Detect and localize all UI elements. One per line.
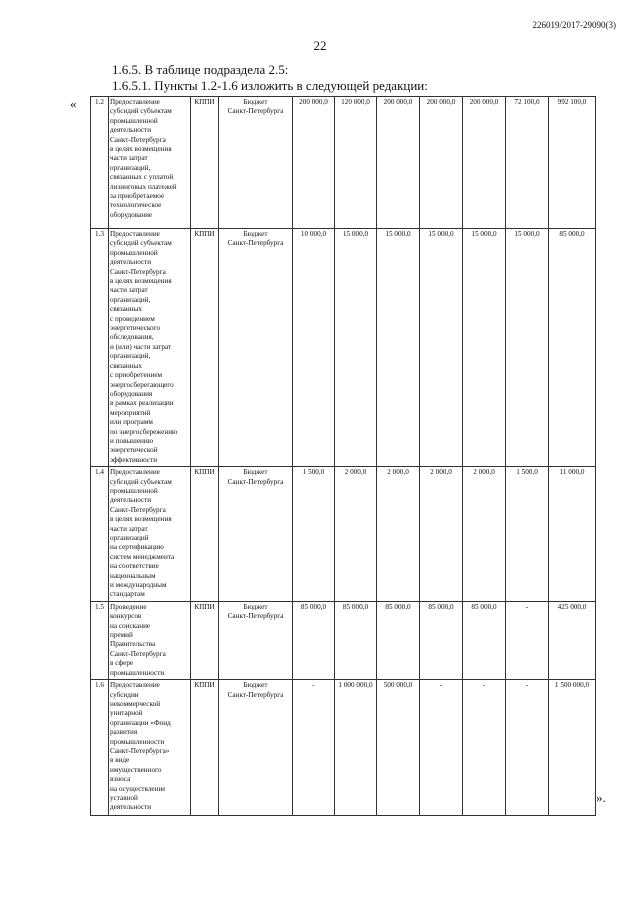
page-number: 22 — [313, 38, 327, 53]
year-value: - — [506, 680, 549, 816]
table-row — [91, 680, 596, 816]
year-value: 1 000 000,0 — [335, 680, 377, 816]
item-description: Проведение конкурсов на соискание премий Правительства Санкт-Петербурга в сфере промышленности — [109, 601, 191, 679]
year-value: 1 500,0 — [506, 467, 549, 602]
document-number: 226019/2017-29090(3) — [532, 20, 616, 30]
funding-source: Бюджет Санкт-Петербурга — [219, 680, 293, 816]
item-description: Предоставление субсидий субъектам промышленной деятельности Санкт-Петербурга в целях возмещения части затрат организаций на сертификацию систем менеджмента на соответствие национальным и международным стандартам — [109, 467, 191, 602]
executor-code: КППИ — [191, 467, 219, 602]
item-number: 1.4 — [91, 467, 109, 602]
year-value: 15 000,0 — [463, 229, 506, 467]
year-value: 15 000,0 — [420, 229, 463, 467]
year-value: 72 100,0 — [506, 97, 549, 229]
year-value: 200 000,0 — [463, 97, 506, 229]
year-value: 15 000,0 — [377, 229, 420, 467]
item-description: Предоставление субсидии некоммерческой унитарной организации «Фонд развития промышленности Санкт-Петербурга» в виде имущественного взноса на осуществление уставной деятельности — [109, 680, 191, 816]
year-value: 85 000,0 — [377, 601, 420, 679]
funding-source: Бюджет Санкт-Петербурга — [219, 97, 293, 229]
total-value: 1 500 000,0 — [549, 680, 596, 816]
subsection-heading: 1.6.5.1. Пункты 1.2-1.6 изложить в следующей редакции: — [112, 78, 428, 93]
executor-code: КППИ — [191, 601, 219, 679]
item-description: Предоставление субсидий субъектам промышленной деятельности Санкт-Петербурга в целях возмещения части затрат организаций, связанных с уплатой лизинговых платежей за приобретаемое технологическое оборудование — [109, 97, 191, 229]
total-value: 85 000,0 — [549, 229, 596, 467]
table-row — [91, 97, 596, 229]
year-value: 15 000,0 — [335, 229, 377, 467]
year-value: 85 000,0 — [463, 601, 506, 679]
year-value: 120 000,0 — [335, 97, 377, 229]
year-value: 200 000,0 — [377, 97, 420, 229]
year-value: 500 000,0 — [377, 680, 420, 816]
total-value: 992 100,0 — [549, 97, 596, 229]
item-number: 1.2 — [91, 97, 109, 229]
year-value: 15 000,0 — [506, 229, 549, 467]
year-value: - — [463, 680, 506, 816]
year-value: 200 000,0 — [420, 97, 463, 229]
year-value: 2 000,0 — [463, 467, 506, 602]
funding-source: Бюджет Санкт-Петербурга — [219, 467, 293, 602]
total-value: 425 000,0 — [549, 601, 596, 679]
item-description: Предоставление субсидий субъектам промышленной деятельности Санкт-Петербурга в целях возмещения части затрат организаций, связанных с проведением энергетического обследования, и (или) части затрат организаций, связанных с приобретением энергосберегающего оборудования в рамках реализации мероприятий или программ по энергосбережению и повышению энергетической эффективности — [109, 229, 191, 467]
year-value: 85 000,0 — [420, 601, 463, 679]
year-value: 85 000,0 — [293, 601, 335, 679]
year-value: 85 000,0 — [335, 601, 377, 679]
year-value: 200 000,0 — [293, 97, 335, 229]
executor-code: КППИ — [191, 97, 219, 229]
year-value: - — [506, 601, 549, 679]
item-number: 1.6 — [91, 680, 109, 816]
year-value: 10 000,0 — [293, 229, 335, 467]
year-value: 1 500,0 — [293, 467, 335, 602]
budget-table — [90, 96, 596, 816]
year-value: - — [420, 680, 463, 816]
executor-code: КППИ — [191, 229, 219, 467]
executor-code: КППИ — [191, 680, 219, 816]
table-row — [91, 467, 596, 602]
year-value: 2 000,0 — [335, 467, 377, 602]
table-row — [91, 229, 596, 467]
year-value: 2 000,0 — [377, 467, 420, 602]
item-number: 1.3 — [91, 229, 109, 467]
funding-source: Бюджет Санкт-Петербурга — [219, 229, 293, 467]
section-heading: 1.6.5. В таблице подраздела 2.5: — [112, 62, 289, 77]
year-value: 2 000,0 — [420, 467, 463, 602]
total-value: 11 000,0 — [549, 467, 596, 602]
opening-quote: « — [70, 96, 77, 111]
table-row — [91, 601, 596, 679]
year-value: - — [293, 680, 335, 816]
closing-quote: ». — [596, 790, 606, 805]
funding-source: Бюджет Санкт-Петербурга — [219, 601, 293, 679]
item-number: 1.5 — [91, 601, 109, 679]
